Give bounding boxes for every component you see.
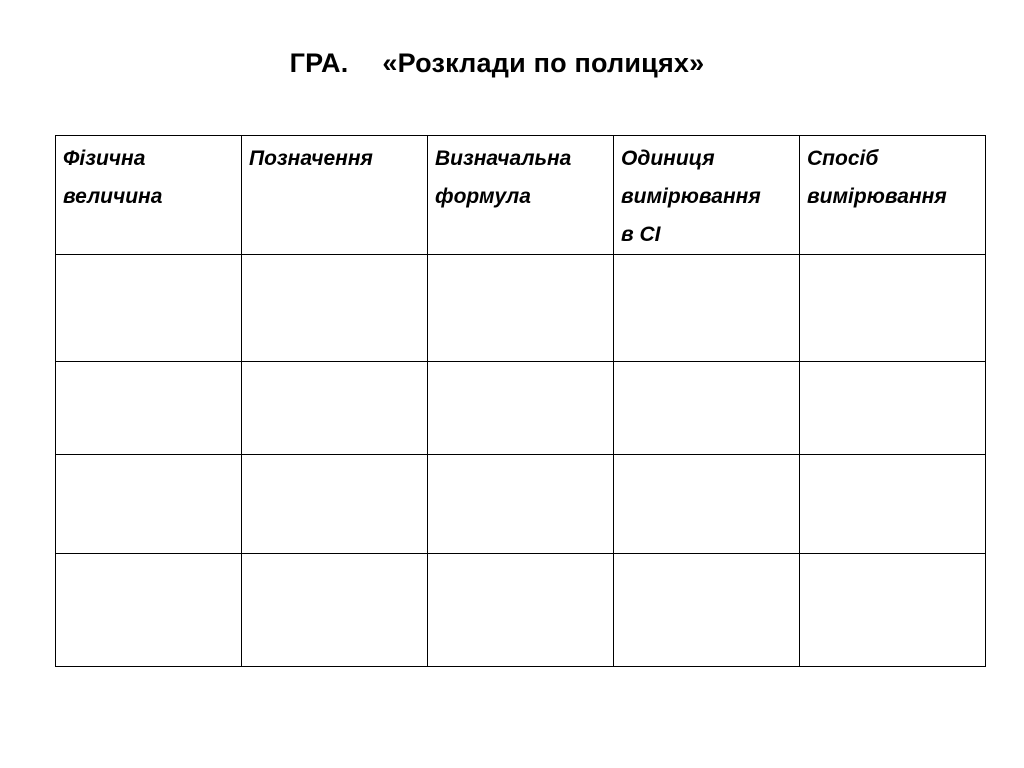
header-notation: Позначення [242, 136, 428, 255]
page-title [0, 48, 994, 79]
table-cell[interactable] [428, 362, 614, 455]
table-cell[interactable] [800, 554, 986, 667]
shelves-table [55, 135, 986, 667]
table-cell[interactable] [56, 554, 242, 667]
header-defining-formula: Визначальна формула [428, 136, 614, 255]
game-label: ГРА. [289, 48, 349, 78]
table-cell[interactable] [428, 554, 614, 667]
table-cell[interactable] [428, 255, 614, 362]
table-cell[interactable] [56, 362, 242, 455]
header-physical-quantity: Фізична величина [56, 136, 242, 255]
table-cell[interactable] [614, 554, 800, 667]
table-cell[interactable] [242, 554, 428, 667]
table-cell[interactable] [56, 255, 242, 362]
table-row [56, 455, 986, 554]
table-row [56, 255, 986, 362]
table-cell[interactable] [242, 362, 428, 455]
table-cell[interactable] [800, 455, 986, 554]
table-header-row [56, 136, 986, 255]
table-cell[interactable] [614, 362, 800, 455]
table-row [56, 362, 986, 455]
table-row [56, 554, 986, 667]
header-si-unit: Одиниця вимірювання в СІ [614, 136, 800, 255]
table-cell[interactable] [800, 255, 986, 362]
table-cell[interactable] [614, 455, 800, 554]
table-cell[interactable] [428, 455, 614, 554]
game-name: «Розклади по полицях» [382, 48, 705, 78]
table-cell[interactable] [614, 255, 800, 362]
table-cell[interactable] [242, 455, 428, 554]
header-measurement-method: Спосіб вимірювання [800, 136, 986, 255]
table-cell[interactable] [56, 455, 242, 554]
table-cell[interactable] [242, 255, 428, 362]
table-cell[interactable] [800, 362, 986, 455]
